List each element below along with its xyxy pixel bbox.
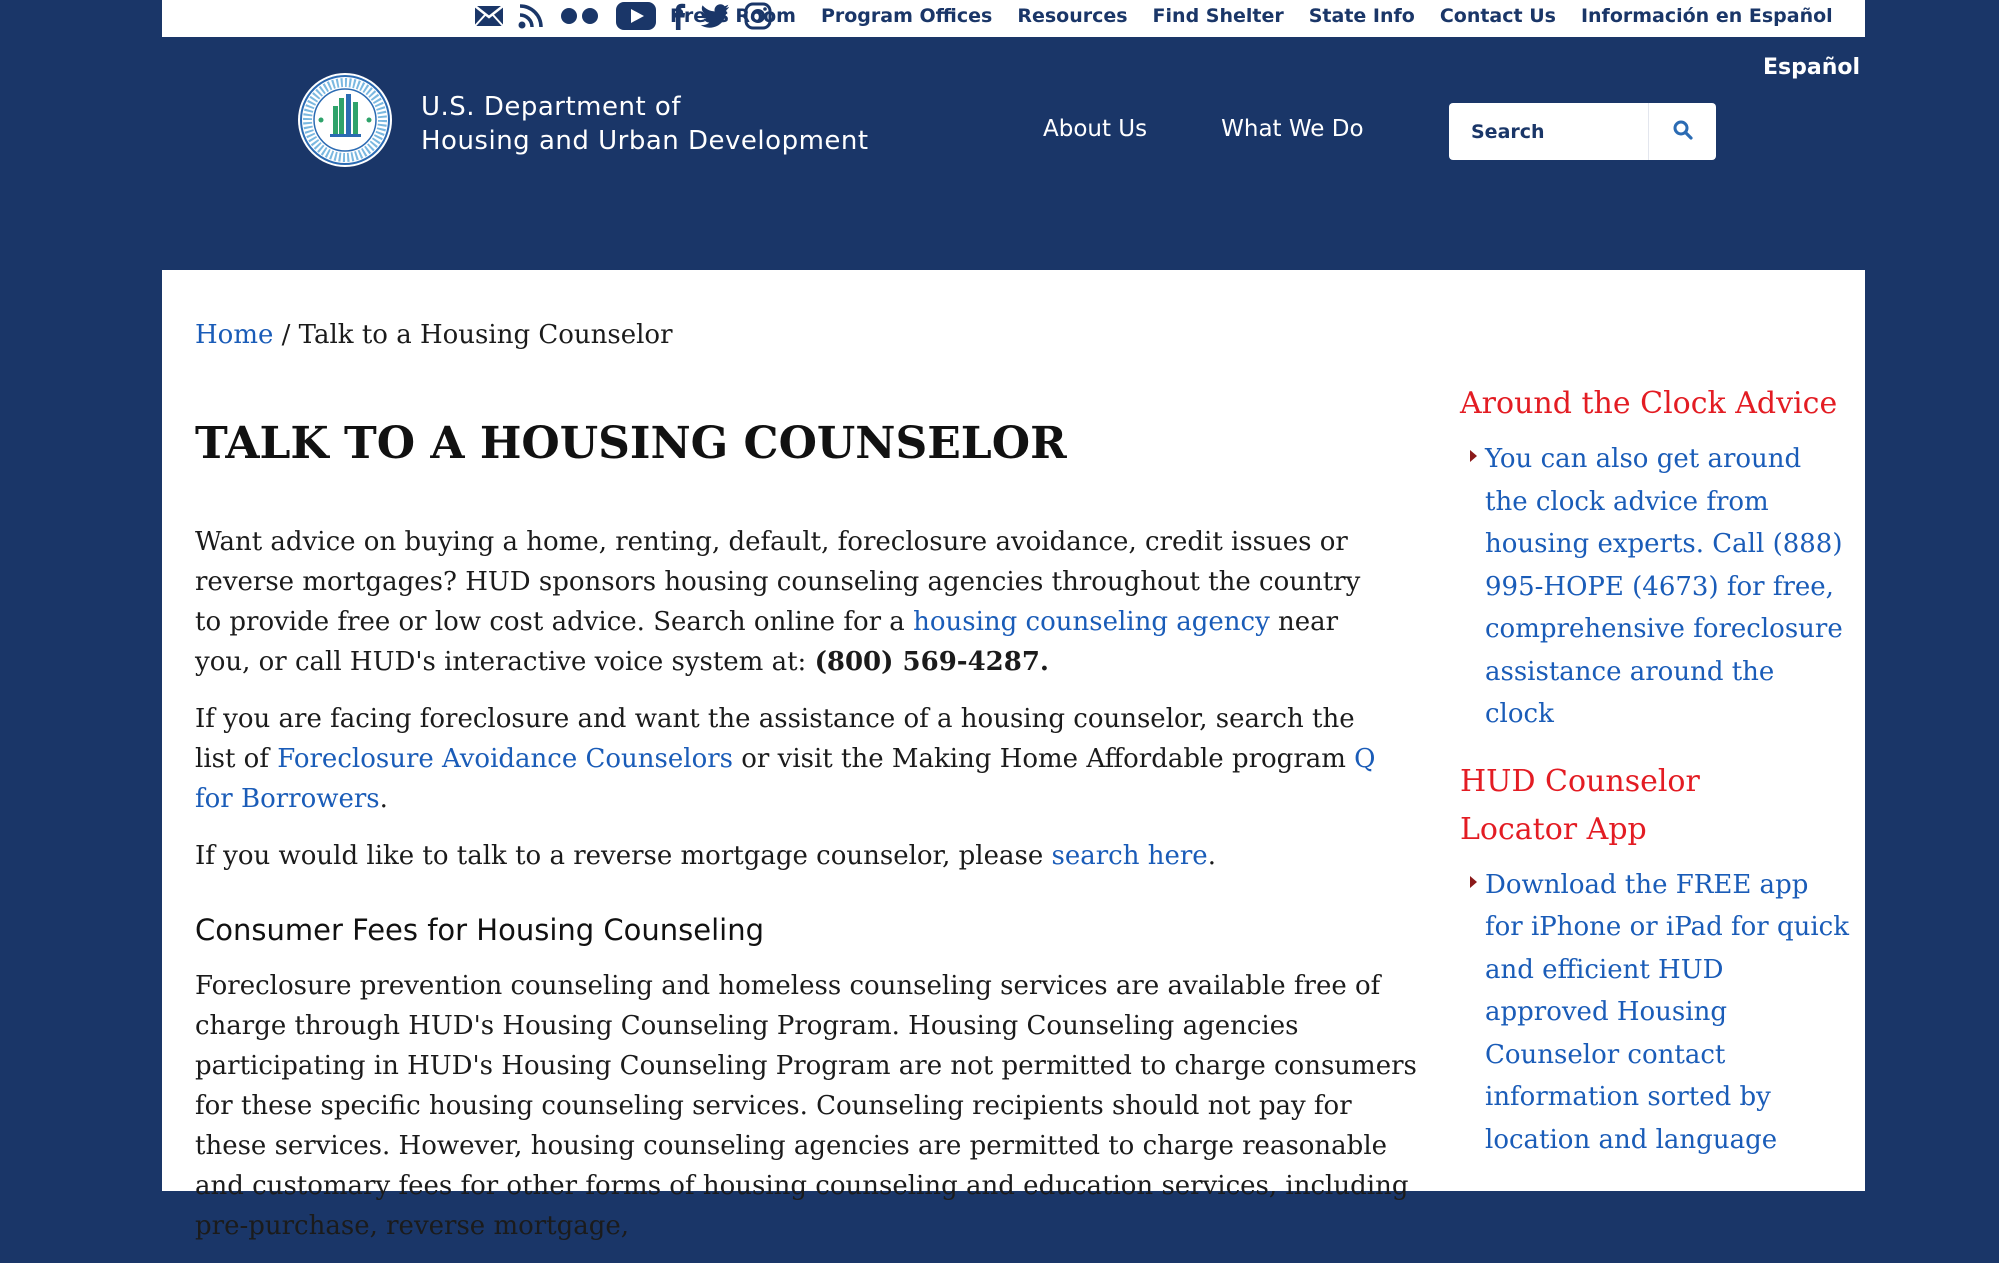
reverse-mortgage-paragraph: [195, 836, 1575, 876]
link-find-shelter[interactable]: Find Shelter: [1152, 5, 1284, 27]
q-for-borrowers-link[interactable]: Q for Borrowers: [195, 744, 1376, 814]
hud-phone-number: (800) 569-4287.: [814, 647, 1049, 677]
hud-seal-logo[interactable]: [297, 72, 393, 168]
foreclosure-avoidance-counselors-link[interactable]: Foreclosure Avoidance Counselors: [277, 744, 734, 774]
search-button[interactable]: [1648, 103, 1716, 160]
utility-links: [670, 0, 1858, 32]
page-title: TALK TO A HOUSING COUNSELOR: [195, 418, 1067, 469]
foreclosure-text-2: or visit the Making Home Affordable program: [733, 744, 1355, 774]
breadcrumb: [195, 320, 673, 350]
sidebar-item-counselor-locator-app: [1460, 864, 1850, 1162]
agency-name-line-1: U.S. Department of: [421, 92, 681, 122]
sidebar-item-around-the-clock: [1460, 438, 1850, 736]
breadcrumb-separator: /: [273, 320, 299, 350]
consumer-fees-heading: Consumer Fees for Housing Counseling: [195, 913, 764, 947]
nav-what-we-do[interactable]: What We Do: [1221, 116, 1364, 142]
link-state-info[interactable]: State Info: [1308, 5, 1415, 27]
utility-bar: [162, 0, 1865, 37]
sidebar: [1460, 380, 1850, 1183]
flickr-icon[interactable]: [558, 1, 602, 31]
consumer-fees-paragraph: Foreclosure prevention counseling and homeless counseling services are available free of charge through HUD's Housing Counseling Program. Housing Counseling agencies participating in HUD's Housing Counseling Program are not permitted to charge consumers for these specific housing counseling services. Counseling recipients should not pay for these services. However, housing counseling agencies are permitted to charge reasonable and customary fees for other forms of housing counseling and education services, including pre-purchase, reverse mortgage,: [195, 971, 1417, 1241]
search-input[interactable]: [1449, 103, 1647, 160]
reverse-text-1: If you would like to talk to a reverse mortgage counselor, please: [195, 841, 1052, 871]
link-press-room[interactable]: Press Room: [670, 5, 796, 27]
counselor-locator-app-link[interactable]: Download the FREE app for iPhone or iPad for quick and efficient HUD approved Housing Counselor contact information sorted by location and language: [1485, 869, 1849, 1155]
link-program-offices[interactable]: Program Offices: [820, 5, 993, 27]
link-contact-us[interactable]: Contact Us: [1439, 5, 1556, 27]
rss-icon[interactable]: [518, 1, 544, 31]
housing-counseling-agency-link[interactable]: housing counseling agency: [913, 607, 1270, 637]
email-icon[interactable]: [474, 1, 504, 31]
main-article: [195, 522, 1575, 1263]
foreclosure-text-1: If you are facing foreclosure and want the assistance of a housing counselor, search the list of: [195, 704, 1355, 774]
link-informacion-espanol[interactable]: Información en Español: [1580, 5, 1833, 27]
site-search: [1449, 103, 1716, 160]
intro-text-1: Want advice on buying a home, renting, default, foreclosure avoidance, credit issues or reverse mortgages? HUD sponsors housing counseling agencies throughout the country to provide free or low cost advice. Search online for a: [195, 527, 1361, 637]
search-icon: [1673, 120, 1693, 144]
link-resources[interactable]: Resources: [1017, 5, 1128, 27]
search-here-link[interactable]: search here: [1051, 841, 1208, 871]
youtube-icon[interactable]: [616, 1, 656, 31]
espanol-link[interactable]: Español: [1763, 55, 1861, 80]
breadcrumb-current: Talk to a Housing Counselor: [298, 320, 673, 350]
around-the-clock-link[interactable]: You can also get around the clock advice from housing experts. Call (888) 995-HOPE (4673) for free, comprehensive foreclosure assistance around the clock: [1485, 444, 1843, 729]
sidebar-heading-around-the-clock: Around the Clock Advice: [1460, 386, 1838, 421]
foreclosure-text-3: .: [379, 784, 388, 814]
reverse-text-2: .: [1207, 841, 1216, 871]
content-area: [162, 270, 1865, 1241]
intro-paragraph: [195, 522, 1385, 682]
foreclosure-paragraph: [195, 699, 1385, 819]
sidebar-heading-counselor-locator-app: HUD Counselor Locator App: [1460, 763, 1700, 847]
nav-about-us[interactable]: About Us: [1043, 116, 1148, 142]
intro-text-2: near you, or call HUD's interactive voice system at:: [195, 607, 1339, 677]
agency-name[interactable]: [421, 90, 869, 158]
bullet-triangle-icon: [1470, 876, 1477, 888]
main-nav: [1043, 116, 1438, 142]
bullet-triangle-icon: [1470, 450, 1477, 462]
breadcrumb-home[interactable]: Home: [195, 320, 274, 350]
agency-name-line-2: Housing and Urban Development: [421, 126, 869, 156]
